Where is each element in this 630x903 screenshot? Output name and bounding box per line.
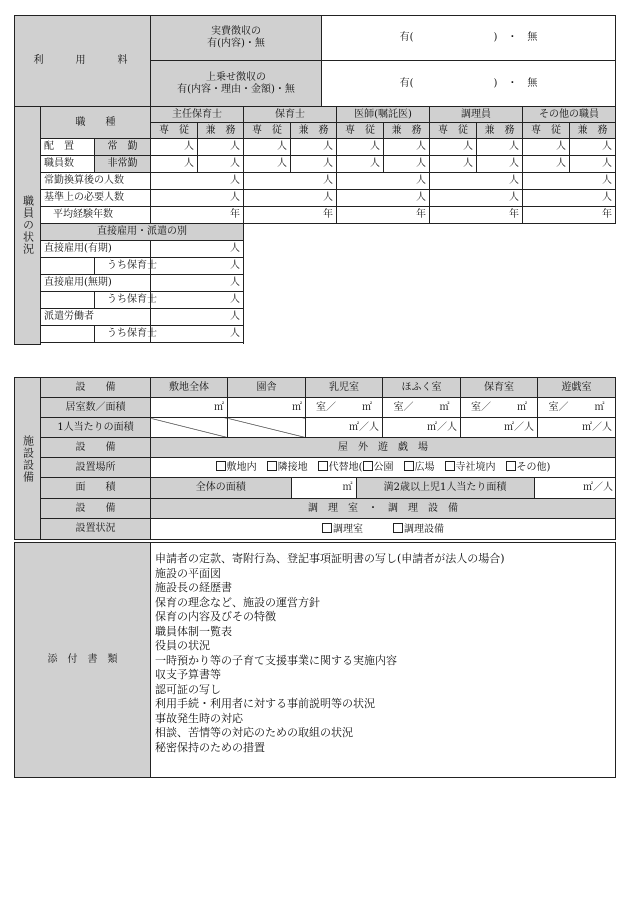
count-cell[interactable]: 人 [570, 156, 616, 173]
part-time-header: 兼 務 [570, 123, 616, 139]
count-cell[interactable]: 人 [151, 275, 244, 292]
actual-fee-choice[interactable] [322, 16, 616, 61]
attachment-item: 一時預かり等の子育て支援事業に関する実施内容 [155, 653, 397, 667]
option-park: 公園 [373, 462, 394, 473]
option-temple: 寺社境内 [455, 462, 496, 473]
count-cell[interactable]: 人 [151, 258, 244, 275]
option-other: その他) [516, 462, 551, 473]
checkbox-icon[interactable] [506, 461, 516, 471]
room-area-cell[interactable] [383, 398, 461, 418]
employment-header: 直接雇用・派遣の別 [41, 224, 244, 241]
attachment-item: 認可証の写し [155, 682, 221, 696]
empty-area [244, 224, 616, 345]
na-cell [151, 418, 228, 438]
option-kitchen-equipment: 調理設備 [404, 523, 444, 535]
actual-fee-label: 実費徴収の 有(内容)・無 [151, 16, 322, 61]
m2-unit: ㎡ [439, 401, 450, 413]
attachment-item: 収支予算書等 [155, 668, 221, 681]
per-child-2y-cell[interactable]: ㎡／人 [534, 478, 616, 498]
per-child-cell[interactable]: ㎡／人 [306, 418, 383, 438]
na-cell [228, 418, 306, 438]
area-cell[interactable]: ㎡ [228, 398, 306, 418]
room-unit: 室／ [548, 401, 569, 413]
count-cell[interactable]: 人 [198, 139, 244, 156]
close-paren: ) [493, 77, 498, 89]
staff-count-label: 職員数 [41, 156, 95, 173]
room-crawling: ほふく室 [383, 378, 461, 398]
count-cell[interactable]: 人 [198, 156, 244, 173]
full-time-header: 専 従 [337, 123, 384, 139]
option-adjacent: 隣接地 [277, 462, 308, 473]
job-head-teacher: 主任保育士 [151, 107, 244, 123]
checkbox-icon[interactable] [393, 523, 403, 533]
checkbox-icon[interactable] [216, 461, 226, 471]
years-cell[interactable]: 年 [151, 207, 244, 224]
separator: ・ [507, 32, 518, 43]
checkbox-icon[interactable] [318, 461, 328, 471]
total-area-cell[interactable]: ㎡ [291, 478, 356, 498]
attachment-item: 事故発生時の対応 [155, 711, 243, 725]
count-cell[interactable]: 人 [291, 139, 337, 156]
option-kitchen-room: 調理室 [333, 523, 363, 535]
location-label: 設置場所 [41, 458, 151, 478]
years-cell[interactable]: 年 [523, 207, 616, 224]
part-time-header: 兼 務 [477, 123, 523, 139]
checkbox-icon[interactable] [404, 461, 414, 471]
checkbox-icon[interactable] [363, 461, 373, 471]
count-cell[interactable]: 人 [151, 241, 244, 258]
m2-unit: ㎡ [517, 401, 527, 413]
playground-header: 屋 外 遊 戯 場 [151, 438, 616, 458]
count-cell[interactable]: 人 [337, 156, 384, 173]
per-child-cell[interactable]: ㎡／人 [538, 418, 616, 438]
equipment-label: 設 備 [41, 499, 151, 519]
no-label: 無 [527, 77, 538, 89]
per-child-cell[interactable]: ㎡／人 [383, 418, 461, 438]
fte-cell[interactable]: 人 [337, 173, 430, 190]
kitchen-options [151, 519, 616, 540]
equipment-label: 設 備 [41, 438, 151, 458]
count-cell[interactable]: 人 [291, 156, 337, 173]
count-cell[interactable]: 人 [337, 139, 384, 156]
room-area-label: 居室数／面積 [41, 398, 151, 418]
indent-cell [41, 292, 95, 309]
extra-fee-label: 上乗せ徴収の 有(内容・理由・金額)・無 [151, 61, 322, 107]
room-area-cell[interactable] [461, 398, 538, 418]
job-cook: 調理員 [430, 107, 523, 123]
facility-table [14, 377, 616, 540]
full-time-header: 専 従 [244, 123, 291, 139]
count-cell[interactable]: 人 [430, 156, 477, 173]
part-time-header: 兼 務 [291, 123, 337, 139]
fte-cell[interactable]: 人 [523, 173, 616, 190]
required-cell[interactable]: 人 [523, 190, 616, 207]
room-play: 遊戯室 [538, 378, 616, 398]
fte-cell[interactable]: 人 [151, 173, 244, 190]
fte-cell[interactable]: 人 [244, 173, 337, 190]
direct-fixed-label: 直接雇用(有期) [41, 241, 151, 258]
attachments-table [14, 542, 616, 778]
staff-section-label: 職員の状況 [15, 107, 41, 345]
count-cell[interactable]: 人 [244, 156, 291, 173]
count-cell[interactable]: 人 [384, 139, 430, 156]
facility-section-label: 施設設備 [15, 378, 41, 540]
yes-label: 有( [399, 77, 414, 89]
attachment-item: 職員体制一覧表 [155, 624, 232, 638]
dispatch-label: 派遣労働者 [41, 309, 151, 326]
full-time-header: 専 従 [523, 123, 570, 139]
part-time-header: 兼 務 [384, 123, 430, 139]
attachments-list [151, 543, 616, 778]
indent-cell [41, 258, 95, 275]
per-child-cell[interactable]: ㎡／人 [461, 418, 538, 438]
full-time-header: 専 従 [430, 123, 477, 139]
years-cell[interactable]: 年 [337, 207, 430, 224]
required-label: 基準上の必要人数 [41, 190, 151, 207]
count-cell[interactable]: 人 [151, 156, 198, 173]
checkbox-icon[interactable] [445, 461, 455, 471]
nursery-sub-label: うち保育士 [95, 292, 151, 309]
status-label: 設置状況 [41, 519, 151, 540]
kitchen-header: 調 理 室 ・ 調 理 設 備 [151, 499, 616, 519]
attachment-item: 施設長の経歴書 [155, 581, 232, 594]
years-cell[interactable]: 年 [430, 207, 523, 224]
nursery-sub-label: うち保育士 [95, 326, 151, 343]
room-building: 園舎 [228, 378, 306, 398]
count-cell[interactable]: 人 [151, 292, 244, 309]
per-child-2y-label: 満2歳以上児1人当たり面積 [356, 478, 534, 498]
required-cell[interactable]: 人 [244, 190, 337, 207]
count-cell[interactable]: 人 [477, 156, 523, 173]
job-doctor: 医師(嘱託医) [337, 107, 430, 123]
location-options [151, 458, 616, 478]
count-cell[interactable]: 人 [384, 156, 430, 173]
job-other: その他の職員 [523, 107, 616, 123]
count-cell[interactable]: 人 [570, 139, 616, 156]
count-cell[interactable]: 人 [244, 139, 291, 156]
checkbox-icon[interactable] [322, 523, 332, 533]
room-area-cell[interactable] [538, 398, 616, 418]
attachment-item: 役員の状況 [155, 639, 210, 652]
full-time-header: 専 従 [151, 123, 198, 139]
required-cell[interactable]: 人 [430, 190, 523, 207]
checkbox-icon[interactable] [267, 461, 277, 471]
placement-label: 配 置 [41, 139, 95, 156]
count-cell[interactable]: 人 [523, 139, 570, 156]
room-unit: 室／ [316, 401, 336, 413]
area-subtable [151, 478, 616, 498]
fees-header: 利 用 料 [15, 16, 151, 107]
area-row [151, 478, 616, 499]
separator: ・ [507, 77, 518, 89]
required-cell[interactable]: 人 [337, 190, 430, 207]
count-cell[interactable]: 人 [523, 156, 570, 173]
equipment-label: 設 備 [41, 378, 151, 398]
nonregular-label: 非常勤 [95, 156, 151, 173]
staff-table [14, 106, 616, 345]
attachment-item: 相談、苦情等の対応のための取組の状況 [155, 726, 353, 739]
close-paren: ) [493, 32, 498, 43]
attachment-item: 秘密保持のための措置 [155, 740, 265, 754]
count-cell[interactable]: 人 [151, 139, 198, 156]
extra-fee-choice[interactable] [322, 61, 616, 107]
m2-unit: ㎡ [594, 401, 605, 413]
job-nursery-teacher: 保育士 [244, 107, 337, 123]
fte-cell[interactable]: 人 [430, 173, 523, 190]
avg-years-label: 平均経験年数 [41, 207, 151, 224]
count-cell[interactable]: 人 [151, 309, 244, 326]
room-infant: 乳児室 [306, 378, 383, 398]
spacer [41, 343, 244, 345]
attachment-item: 施設の平面図 [155, 566, 221, 580]
no-label: 無 [527, 32, 538, 43]
total-area-label: 全体の面積 [151, 478, 291, 498]
room-nursery: 保育室 [461, 378, 538, 398]
option-alternative: 代替地( [328, 462, 363, 473]
room-unit: 室／ [471, 401, 491, 413]
room-area-cell[interactable] [306, 398, 383, 418]
indent-cell [41, 326, 95, 343]
count-cell[interactable]: 人 [477, 139, 523, 156]
attachment-item: 保育の内容及びその特徴 [155, 610, 276, 623]
attachment-item: 保育の理念など、施設の運営方針 [155, 595, 320, 609]
required-cell[interactable]: 人 [151, 190, 244, 207]
attachments-label: 添 付 書 類 [15, 543, 151, 778]
attachment-item: 申請者の定款、寄附行為、登記事項証明書の写し(申請者が法人の場合) [155, 552, 505, 565]
part-time-header: 兼 務 [198, 123, 244, 139]
regular-label: 常 勤 [95, 139, 151, 156]
nursery-sub-label: うち保育士 [95, 258, 151, 275]
job-type-header: 職 種 [41, 107, 151, 139]
option-square: 広場 [414, 462, 435, 473]
per-child-label: 1人当たりの面積 [41, 418, 151, 438]
fees-table [14, 15, 616, 107]
fte-label: 常勤換算後の人数 [41, 173, 151, 190]
area-cell[interactable]: ㎡ [151, 398, 228, 418]
direct-open-label: 直接雇用(無期) [41, 275, 151, 292]
area-label: 面 積 [41, 478, 151, 499]
attachment-item: 利用手続・利用者に対する事前説明等の状況 [155, 697, 375, 710]
option-onsite: 敷地内 [226, 462, 257, 473]
yes-label: 有( [399, 32, 414, 43]
years-cell[interactable]: 年 [244, 207, 337, 224]
room-site: 敷地全体 [151, 378, 228, 398]
m2-unit: ㎡ [362, 401, 372, 413]
count-cell[interactable]: 人 [430, 139, 477, 156]
room-unit: 室／ [393, 401, 414, 413]
count-cell[interactable]: 人 [151, 326, 244, 343]
